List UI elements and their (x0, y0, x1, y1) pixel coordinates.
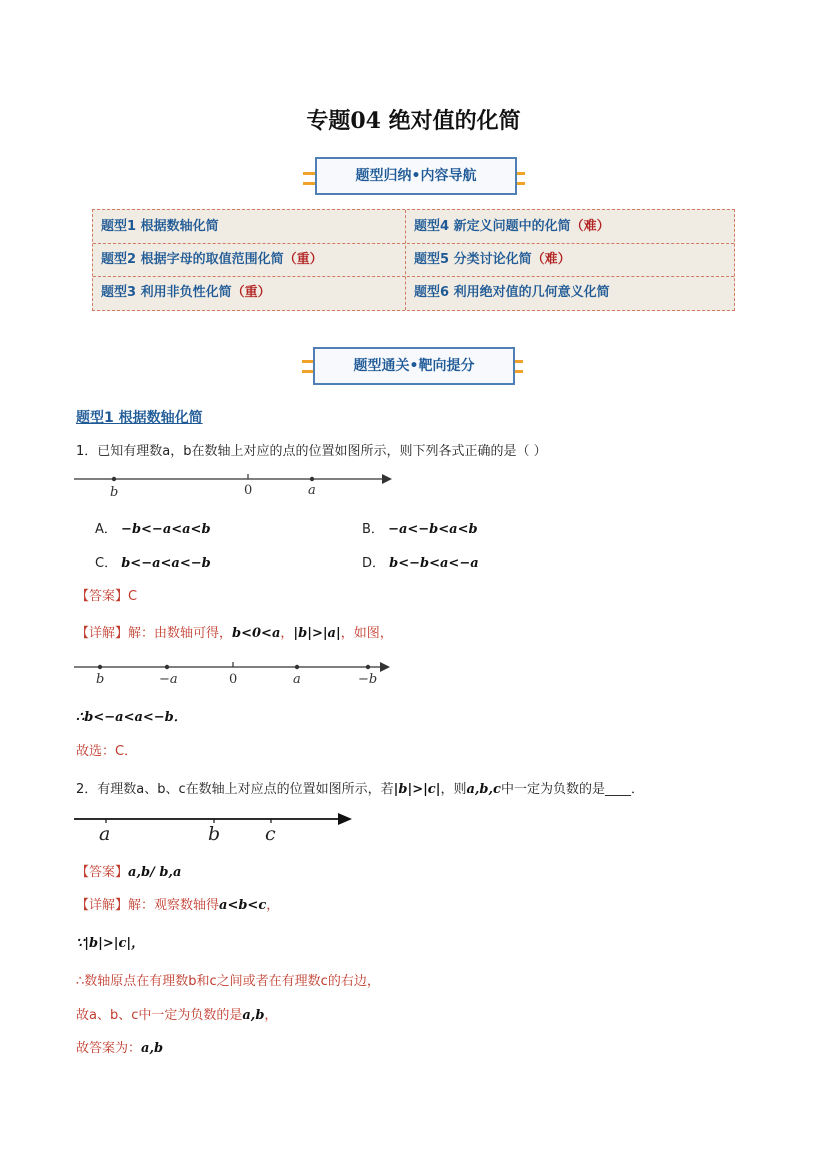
axis-label: a (99, 823, 111, 845)
axis-label: 0 (229, 672, 238, 687)
number-line-3 (74, 808, 359, 848)
option-a[interactable]: A． −b<−a<a<b (95, 522, 211, 537)
detail-2-line2: ∵|b|>|c|， (76, 936, 145, 951)
detail-2-line3: ∴数轴原点在有理数b和c之间或者在有理数c的右边， (76, 974, 380, 989)
nav-label: 题型3 利用非负性化简 (101, 285, 232, 300)
nav-item-type3[interactable] (93, 276, 405, 309)
point-b (112, 477, 116, 481)
axis-label: b (96, 672, 105, 687)
axis-label: b (110, 485, 119, 500)
option-b[interactable]: B． −a<−b<a<b (362, 522, 478, 537)
number-line-2 (74, 657, 394, 689)
option-d[interactable]: D． b<−b<a<−a (362, 556, 479, 571)
nav-item-type5[interactable] (406, 243, 734, 276)
conclusion-1: ∴b<−a<a<−b． (76, 710, 187, 725)
practice-banner: 题型通关•靶向提分 (313, 347, 515, 385)
nav-tag: （难） (570, 219, 610, 234)
axis-label: −b (358, 672, 378, 687)
axis-label: b (208, 823, 221, 845)
nav-tag: （重） (283, 252, 323, 267)
number-line-1 (74, 468, 394, 500)
point-a (310, 477, 314, 481)
question-1-stem: 1．已知有理数a，b在数轴上对应的点的位置如图所示，则下列各式正确的是（ ） (76, 444, 547, 459)
answer-1: 【答案】C (76, 589, 138, 604)
page-title: 专题04 绝对值的化简 (306, 108, 521, 134)
nav-item-type2[interactable] (93, 243, 405, 276)
detail-2-line4: 故a、b、c中一定为负数的是a,b， (76, 1008, 278, 1023)
nav-item-type6[interactable] (406, 276, 734, 309)
axis-label: 0 (244, 483, 253, 498)
nav-label: 题型5 分类讨论化简 (414, 252, 532, 267)
content-navigation (92, 209, 735, 311)
axis-label: c (265, 823, 276, 845)
question-2-stem: 2．有理数a、b、c在数轴上对应点的位置如图所示，若|b|>|c|，则a,b,c中一定为负数的是____． (76, 782, 644, 797)
nav-tag: （难） (531, 252, 571, 267)
axis-label: a (308, 483, 316, 498)
detail-1: 【详解】解：由数轴可得，b<0<a，|b|>|a|，如图， (76, 626, 393, 641)
axis-label: a (293, 672, 301, 687)
answer-2: 【答案】a,b/ b,a (76, 865, 182, 880)
nav-label: 题型2 根据字母的取值范围化简 (101, 252, 284, 267)
section-title: 题型1 根据数轴化简 (76, 410, 203, 426)
detail-2-line5: 故答案为：a,b (76, 1041, 164, 1056)
axis-label: −a (159, 672, 178, 687)
nav-item-type1[interactable] (93, 210, 405, 243)
nav-label: 题型6 利用绝对值的几何意义化简 (414, 285, 610, 300)
choice-1: 故选：C． (76, 744, 138, 759)
option-c[interactable]: C． b<−a<a<−b (95, 556, 211, 571)
nav-tag: （重） (231, 285, 271, 300)
detail-2: 【详解】解：观察数轴得a<b<c， (76, 898, 280, 913)
nav-label: 题型1 根据数轴化简 (101, 219, 219, 234)
nav-label: 题型4 新定义问题中的化简 (414, 219, 571, 234)
nav-item-type4[interactable] (406, 210, 734, 243)
nav-banner: 题型归纳•内容导航 (315, 157, 517, 195)
